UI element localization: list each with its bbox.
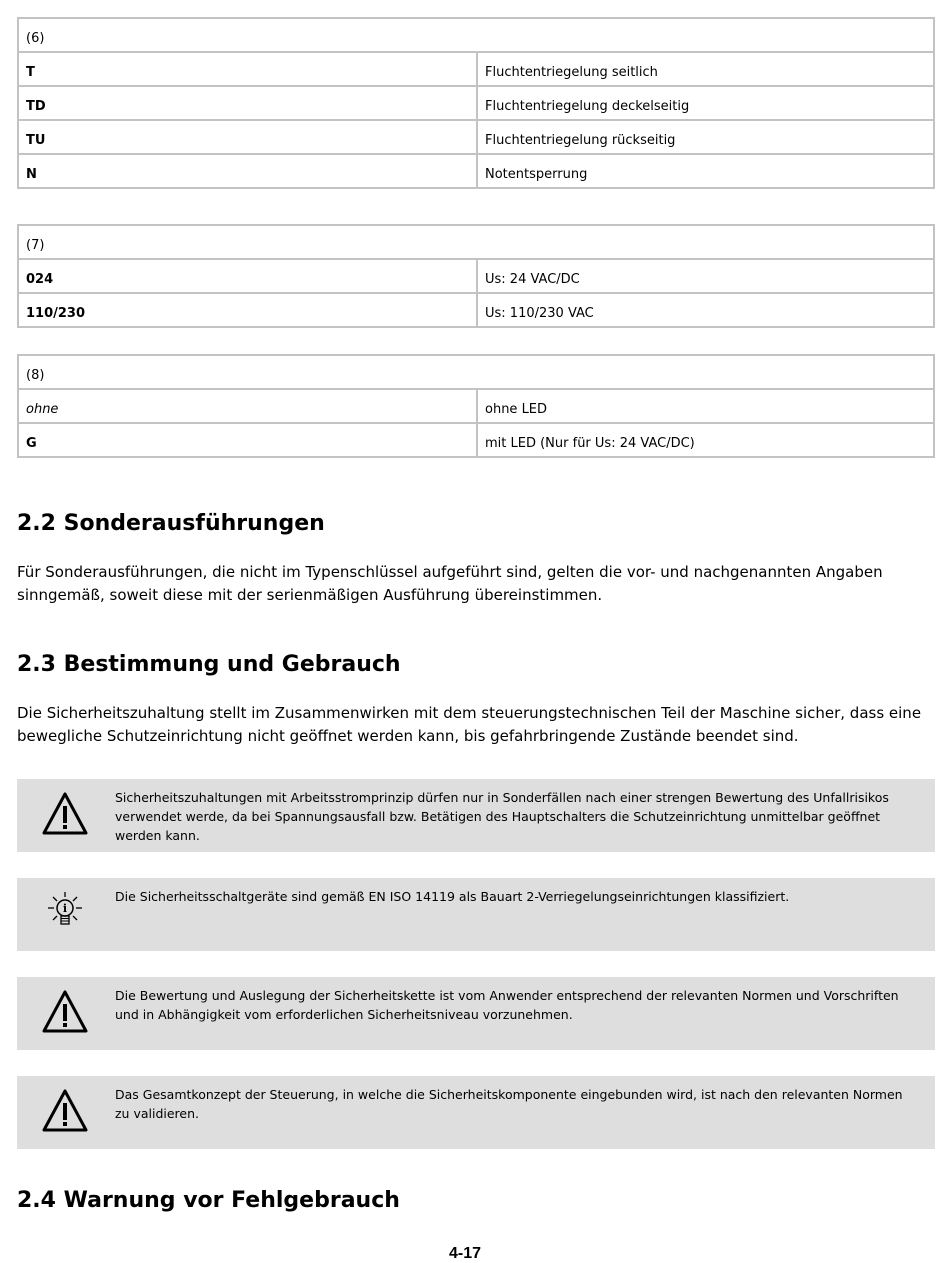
warning-icon [41, 791, 89, 837]
note-text: Die Sicherheitsschaltgeräte sind gemäß EN ISO 14119 als Bauart 2-Verriegelungseinrichtungen klassifiziert. [115, 889, 790, 904]
type-code-table-7 [17, 224, 935, 328]
description-cell: Fluchtentriegelung rückseitig [477, 120, 934, 154]
table-row [18, 154, 934, 188]
description-cell: ohne LED [477, 389, 934, 423]
warning-note [17, 1076, 935, 1149]
info-bulb-icon [41, 890, 89, 936]
description-cell: Fluchtentriegelung seitlich [477, 52, 934, 86]
table-header: (7) [18, 225, 934, 259]
svg-text:i: i [62, 902, 68, 915]
code-cell: N [18, 154, 477, 188]
description-cell: Fluchtentriegelung deckelseitig [477, 86, 934, 120]
type-code-table-8 [17, 354, 935, 458]
code-cell: 110/230 [18, 293, 477, 327]
table-header: (8) [18, 355, 934, 389]
table-row [18, 293, 934, 327]
note-text: Das Gesamtkonzept der Steuerung, in welche die Sicherheitskomponente eingebunden wird, ist nach den relevanten Normen zu validieren. [115, 1087, 903, 1121]
code-cell: ohne [18, 389, 477, 423]
code-cell: G [18, 423, 477, 457]
table-row [18, 389, 934, 423]
note-text: Sicherheitszuhaltungen mit Arbeitsstromprinzip dürfen nur in Sonderfällen nach einer strengen Bewertung des Unfallrisikos verwendet werde, da bei Spannungsausfall bzw. Betätigen des Hauptschalters die Schutzeinrichtung unmittelbar geöffnet werden kann. [115, 790, 889, 843]
table-row [18, 259, 934, 293]
page-number: 4-17 [448, 1245, 482, 1262]
description-cell: Us: 24 VAC/DC [477, 259, 934, 293]
code-cell: T [18, 52, 477, 86]
table-row [18, 120, 934, 154]
warning-note [17, 779, 935, 852]
section-heading-2-4: 2.4 Warnung vor Fehlgebrauch [17, 1188, 400, 1213]
type-code-table-6 [17, 17, 935, 189]
section-text-2-3: Die Sicherheitszuhaltung stellt im Zusammenwirken mit dem steuerungstechnischen Teil der Maschine sicher, dass eine bewegliche Schutzeinrichtung nicht geöffnet werden kann, bis gefahrbringende Zustände beendet sind. [17, 704, 922, 745]
code-cell: TU [18, 120, 477, 154]
table-row [18, 423, 934, 457]
section-heading-2-2: 2.2 Sonderausführungen [17, 511, 325, 536]
description-cell: mit LED (Nur für Us: 24 VAC/DC) [477, 423, 934, 457]
section-text-2-2: Für Sonderausführungen, die nicht im Typenschlüssel aufgeführt sind, gelten die vor- und nachgenannten Angaben sinngemäß, soweit diese mit der serienmäßigen Ausführung übereinstimmen. [17, 563, 883, 604]
info-note [17, 878, 935, 951]
warning-icon [41, 1088, 89, 1134]
description-cell: Notentsperrung [477, 154, 934, 188]
section-heading-2-3: 2.3 Bestimmung und Gebrauch [17, 652, 401, 677]
table-row [18, 52, 934, 86]
note-text: Die Bewertung und Auslegung der Sicherheitskette ist vom Anwender entsprechend der relevanten Normen und Vorschriften und in Abhängigkeit vom erforderlichen Sicherheitsniveau vorzunehmen. [115, 988, 899, 1022]
warning-note [17, 977, 935, 1050]
code-cell: 024 [18, 259, 477, 293]
warning-icon [41, 989, 89, 1035]
code-cell: TD [18, 86, 477, 120]
table-row [18, 86, 934, 120]
description-cell: Us: 110/230 VAC [477, 293, 934, 327]
table-header: (6) [18, 18, 934, 52]
